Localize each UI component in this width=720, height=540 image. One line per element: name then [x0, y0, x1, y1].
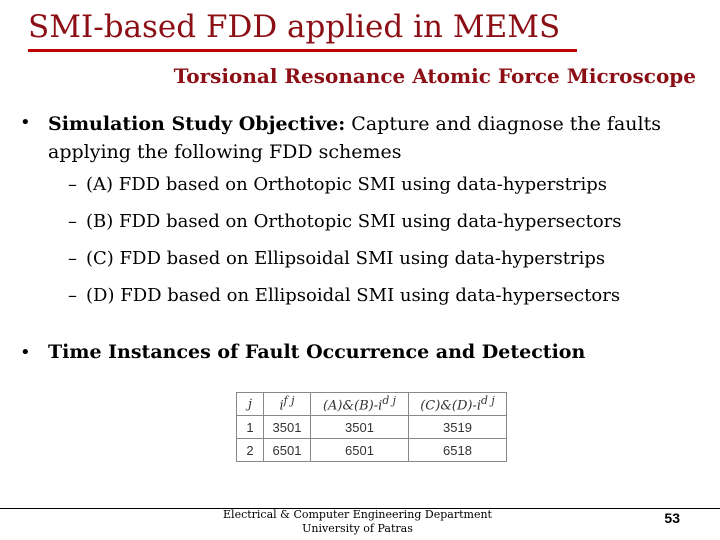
- table-cell: 6501: [311, 439, 409, 462]
- slide-title: SMI-based FDD applied in MEMS: [28, 9, 561, 45]
- table-row: [237, 416, 507, 439]
- list-item-text: (B) FDD based on Orthotopic SMI using data-hypersectors: [86, 211, 622, 232]
- header-symbol: (C)&(D)-i: [420, 398, 482, 414]
- dash-marker: –: [68, 174, 77, 195]
- header-superscript: d j: [382, 394, 397, 408]
- table-cell: 1: [237, 416, 264, 439]
- list-item: [68, 281, 622, 318]
- page-number: 53: [664, 510, 680, 526]
- fdd-schemes-list: [68, 170, 622, 318]
- table-cell: 3519: [409, 416, 507, 439]
- header-symbol: i: [279, 398, 284, 414]
- bullet-lead: Simulation Study Objective:: [48, 113, 346, 135]
- list-item-text: (A) FDD based on Orthotopic SMI using data-hyperstrips: [86, 174, 608, 195]
- table-cell: 2: [237, 439, 264, 462]
- table-cell: 3501: [311, 416, 409, 439]
- table-header-cell: [409, 393, 507, 416]
- list-item: [68, 207, 622, 244]
- list-item-text: (D) FDD based on Ellipsoidal SMI using data-hypersectors: [86, 285, 621, 306]
- bullet-marker: •: [20, 112, 31, 133]
- footer-department: Electrical & Computer Engineering Department: [223, 508, 492, 521]
- fault-time-table: [236, 392, 507, 462]
- table-row: [237, 439, 507, 462]
- header-superscript: f j: [283, 394, 295, 408]
- table-cell: 6518: [409, 439, 507, 462]
- header-superscript: d j: [481, 394, 495, 408]
- list-item: [68, 170, 622, 207]
- table-header-row: [237, 393, 507, 416]
- footer-university: University of Patras: [302, 522, 413, 535]
- footer-institution: [0, 508, 715, 536]
- dash-marker: –: [68, 211, 77, 232]
- dash-marker: –: [68, 285, 77, 306]
- list-item: [68, 244, 622, 281]
- dash-marker: –: [68, 248, 77, 269]
- slide-subtitle: Torsional Resonance Atomic Force Microscope: [173, 64, 696, 88]
- bullet-marker: •: [20, 342, 31, 363]
- table-header-cell: j: [237, 393, 264, 416]
- bullet-objective: [48, 110, 698, 166]
- table-cell: 3501: [264, 416, 311, 439]
- table-header-cell: [264, 393, 311, 416]
- list-item-text: (C) FDD based on Ellipsoidal SMI using data-hyperstrips: [86, 248, 606, 269]
- bullet-time-instances: Time Instances of Fault Occurrence and Detection: [48, 341, 586, 363]
- title-underline: [28, 49, 577, 52]
- header-symbol: (A)&(B)-i: [322, 398, 383, 414]
- bullet-text: Capture and diagnose the faults applying the following FDD schemes: [48, 113, 661, 163]
- table-cell: 6501: [264, 439, 311, 462]
- table-header-cell: [311, 393, 409, 416]
